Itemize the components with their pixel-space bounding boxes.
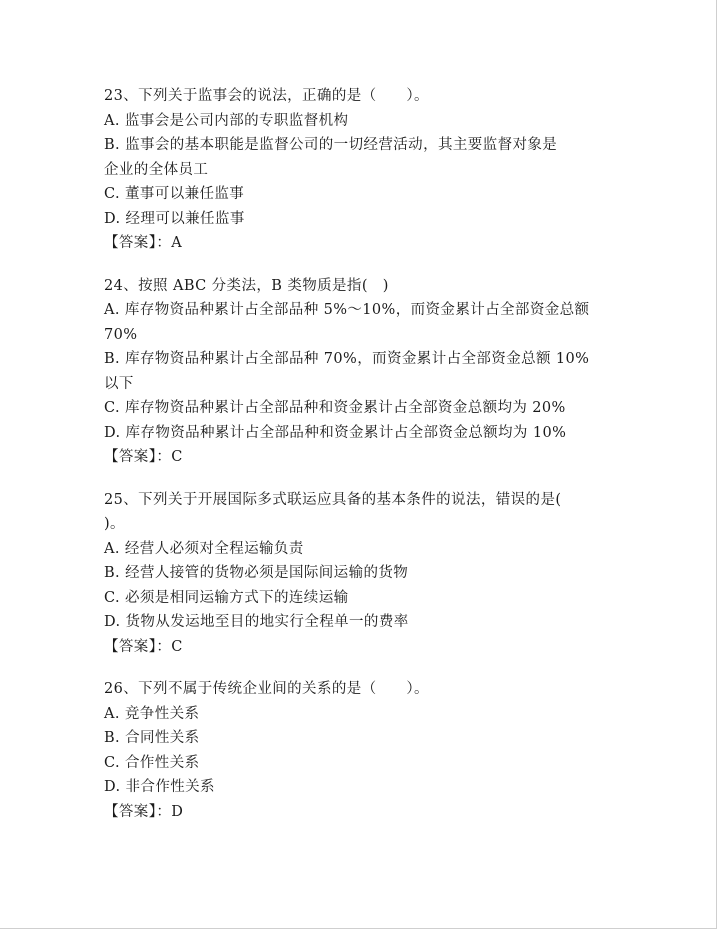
question-24: [104, 274, 704, 470]
question-stem: 25、下列关于开展国际多式联运应具备的基本条件的说法，错误的是(: [104, 491, 562, 508]
option-a: A. 经营人必须对全程运输负责: [104, 540, 304, 557]
answer: 【答案】：A: [104, 235, 183, 251]
question-stem: 26、下列不属于传统企业间的关系的是（ ）。: [104, 681, 429, 697]
question-26: [104, 677, 704, 824]
option-c: C. 合作性关系: [104, 754, 200, 771]
option-b-continued: 以下: [104, 375, 134, 392]
option-b: B. 库存物资品种累计占全部品种 70%，而资金累计占全部资金总额 10%: [104, 351, 590, 367]
document-body: [104, 84, 704, 842]
answer: 【答案】：C: [104, 638, 183, 655]
option-a-continued: 70%: [104, 326, 138, 343]
option-d: D. 库存物资品种累计占全部品种和资金累计占全部资金总额均为 10%: [104, 424, 567, 441]
option-b: B. 经营人接管的货物必须是国际间运输的货物: [104, 565, 409, 581]
question-stem: 23、下列关于监事会的说法，正确的是（ ）。: [104, 88, 429, 104]
question-stem-continued: )。: [104, 516, 125, 532]
option-a: A. 竞争性关系: [104, 705, 200, 722]
option-b: B. 监事会的基本职能是监督公司的一切经营活动，其主要监督对象是: [104, 137, 558, 153]
question-25: [104, 488, 704, 660]
option-d: D. 非合作性关系: [104, 779, 215, 795]
option-a: A. 监事会是公司内部的专职监督机构: [104, 112, 349, 129]
answer: 【答案】：D: [104, 803, 184, 820]
option-a: A. 库存物资品种累计占全部品种 5%～10%，而资金累计占全部资金总额: [104, 302, 590, 318]
answer: 【答案】：C: [104, 449, 183, 465]
option-c: C. 必须是相同运输方式下的连续运输: [104, 589, 349, 606]
option-b-continued: 企业的全体员工: [104, 161, 209, 178]
option-d: D. 经理可以兼任监事: [104, 210, 245, 227]
question-stem: 24、按照 ABC 分类法，B 类物质是指( ): [104, 277, 389, 294]
option-d: D. 货物从发运地至目的地实行全程单一的费率: [104, 614, 409, 630]
option-c: C. 库存物资品种累计占全部品种和资金累计占全部资金总额均为 20%: [104, 400, 566, 416]
option-c: C. 董事可以兼任监事: [104, 186, 245, 202]
option-b: B. 合同性关系: [104, 730, 200, 746]
question-23: [104, 84, 704, 256]
